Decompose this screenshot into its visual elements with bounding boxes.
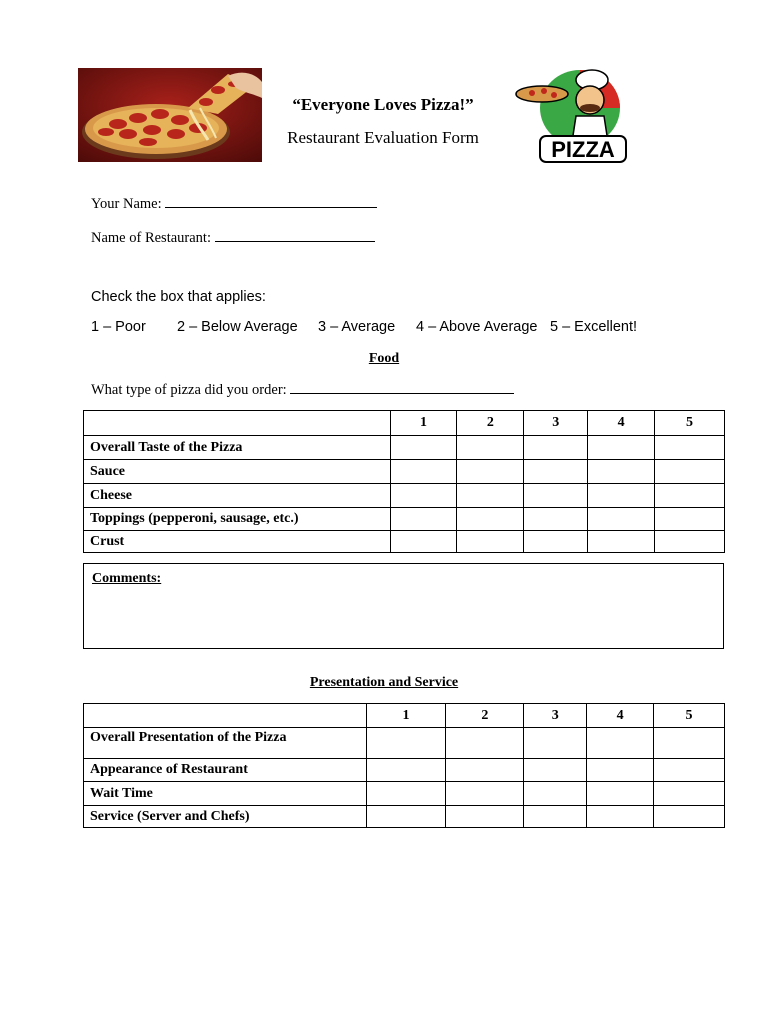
rating-checkbox[interactable]: [524, 531, 588, 553]
comments-box[interactable]: [83, 563, 724, 649]
rating-checkbox[interactable]: [524, 460, 588, 484]
food-rating-table: [83, 410, 725, 553]
rating-checkbox[interactable]: [390, 531, 457, 553]
table-row: [84, 484, 725, 508]
rating-checkbox[interactable]: [366, 759, 446, 782]
row-label: Wait Time: [84, 782, 367, 806]
scale-average: 3 – Average: [318, 319, 396, 335]
rating-checkbox[interactable]: [655, 508, 725, 531]
rating-checkbox[interactable]: [654, 728, 725, 759]
header-blank-cell: [84, 411, 391, 436]
presentation-rating-table: [83, 703, 725, 828]
rating-checkbox[interactable]: [588, 436, 655, 460]
row-label: Sauce: [84, 460, 391, 484]
rating-checkbox[interactable]: [655, 531, 725, 553]
row-label: Overall Presentation of the Pizza: [84, 728, 367, 759]
pizza-type-row: [91, 381, 514, 399]
check-instruction: Check the box that applies:: [91, 289, 266, 305]
row-label: Overall Taste of the Pizza: [84, 436, 391, 460]
rating-checkbox[interactable]: [587, 806, 654, 828]
column-header: 5: [654, 704, 725, 728]
row-label: Crust: [84, 531, 391, 553]
column-header: 1: [366, 704, 446, 728]
your-name-row: [91, 195, 377, 213]
column-header: 2: [457, 411, 524, 436]
rating-checkbox[interactable]: [588, 484, 655, 508]
rating-checkbox[interactable]: [390, 460, 457, 484]
your-name-field[interactable]: [165, 195, 377, 208]
rating-checkbox[interactable]: [655, 484, 725, 508]
rating-checkbox[interactable]: [654, 759, 725, 782]
rating-checkbox[interactable]: [366, 806, 446, 828]
table-row: [84, 460, 725, 484]
your-name-label: Your Name:: [91, 196, 162, 212]
table-row: [84, 508, 725, 531]
rating-checkbox[interactable]: [457, 484, 524, 508]
column-header: 2: [446, 704, 524, 728]
scale-below-average: 2 – Below Average: [177, 319, 298, 335]
scale-excellent: 5 – Excellent!: [550, 319, 638, 335]
presentation-heading: Presentation and Service: [309, 675, 459, 690]
rating-checkbox[interactable]: [390, 484, 457, 508]
row-label: Toppings (pepperoni, sausage, etc.): [84, 508, 391, 531]
rating-checkbox[interactable]: [655, 460, 725, 484]
logo-text: PIZZA: [551, 137, 615, 162]
rating-checkbox[interactable]: [446, 806, 524, 828]
rating-checkbox[interactable]: [390, 436, 457, 460]
rating-checkbox[interactable]: [524, 484, 588, 508]
scale-above-average: 4 – Above Average: [416, 319, 538, 335]
form-subtitle: Restaurant Evaluation Form: [287, 128, 479, 147]
rating-checkbox[interactable]: [655, 436, 725, 460]
rating-checkbox[interactable]: [587, 759, 654, 782]
rating-checkbox[interactable]: [588, 531, 655, 553]
rating-checkbox[interactable]: [457, 436, 524, 460]
table-row: [84, 728, 725, 759]
pizza-chef-logo: [510, 66, 630, 164]
column-header: 5: [655, 411, 725, 436]
rating-checkbox[interactable]: [587, 728, 654, 759]
header-blank-cell: [84, 704, 367, 728]
rating-checkbox[interactable]: [524, 436, 588, 460]
rating-checkbox[interactable]: [457, 508, 524, 531]
table-header-row: [84, 704, 725, 728]
row-label: Cheese: [84, 484, 391, 508]
row-label: Service (Server and Chefs): [84, 806, 367, 828]
column-header: 3: [524, 704, 587, 728]
food-heading: Food: [368, 351, 400, 366]
table-row: [84, 436, 725, 460]
pizza-type-label: What type of pizza did you order:: [91, 382, 287, 398]
rating-checkbox[interactable]: [524, 759, 587, 782]
rating-checkbox[interactable]: [588, 460, 655, 484]
rating-checkbox[interactable]: [654, 782, 725, 806]
rating-checkbox[interactable]: [524, 806, 587, 828]
table-row: [84, 759, 725, 782]
table-header-row: [84, 411, 725, 436]
column-header: 1: [390, 411, 457, 436]
rating-checkbox[interactable]: [446, 728, 524, 759]
rating-checkbox[interactable]: [588, 508, 655, 531]
comments-label: Comments:: [92, 571, 162, 586]
rating-checkbox[interactable]: [366, 728, 446, 759]
rating-checkbox[interactable]: [654, 806, 725, 828]
column-header: 4: [588, 411, 655, 436]
pizza-photo: [78, 68, 262, 162]
rating-checkbox[interactable]: [524, 728, 587, 759]
rating-checkbox[interactable]: [524, 782, 587, 806]
restaurant-label: Name of Restaurant:: [91, 230, 211, 246]
row-label: Appearance of Restaurant: [84, 759, 367, 782]
rating-checkbox[interactable]: [446, 759, 524, 782]
rating-checkbox[interactable]: [390, 508, 457, 531]
table-row: [84, 531, 725, 553]
column-header: 3: [524, 411, 588, 436]
rating-checkbox[interactable]: [457, 460, 524, 484]
table-row: [84, 782, 725, 806]
scale-poor: 1 – Poor: [91, 319, 146, 335]
rating-checkbox[interactable]: [587, 782, 654, 806]
rating-checkbox[interactable]: [457, 531, 524, 553]
pizza-type-field[interactable]: [290, 381, 514, 394]
rating-checkbox[interactable]: [446, 782, 524, 806]
table-row: [84, 806, 725, 828]
column-header: 4: [587, 704, 654, 728]
restaurant-row: [91, 229, 375, 247]
rating-checkbox[interactable]: [524, 508, 588, 531]
rating-checkbox[interactable]: [366, 782, 446, 806]
form-title: “Everyone Loves Pizza!”: [292, 95, 474, 114]
restaurant-field[interactable]: [215, 229, 375, 242]
